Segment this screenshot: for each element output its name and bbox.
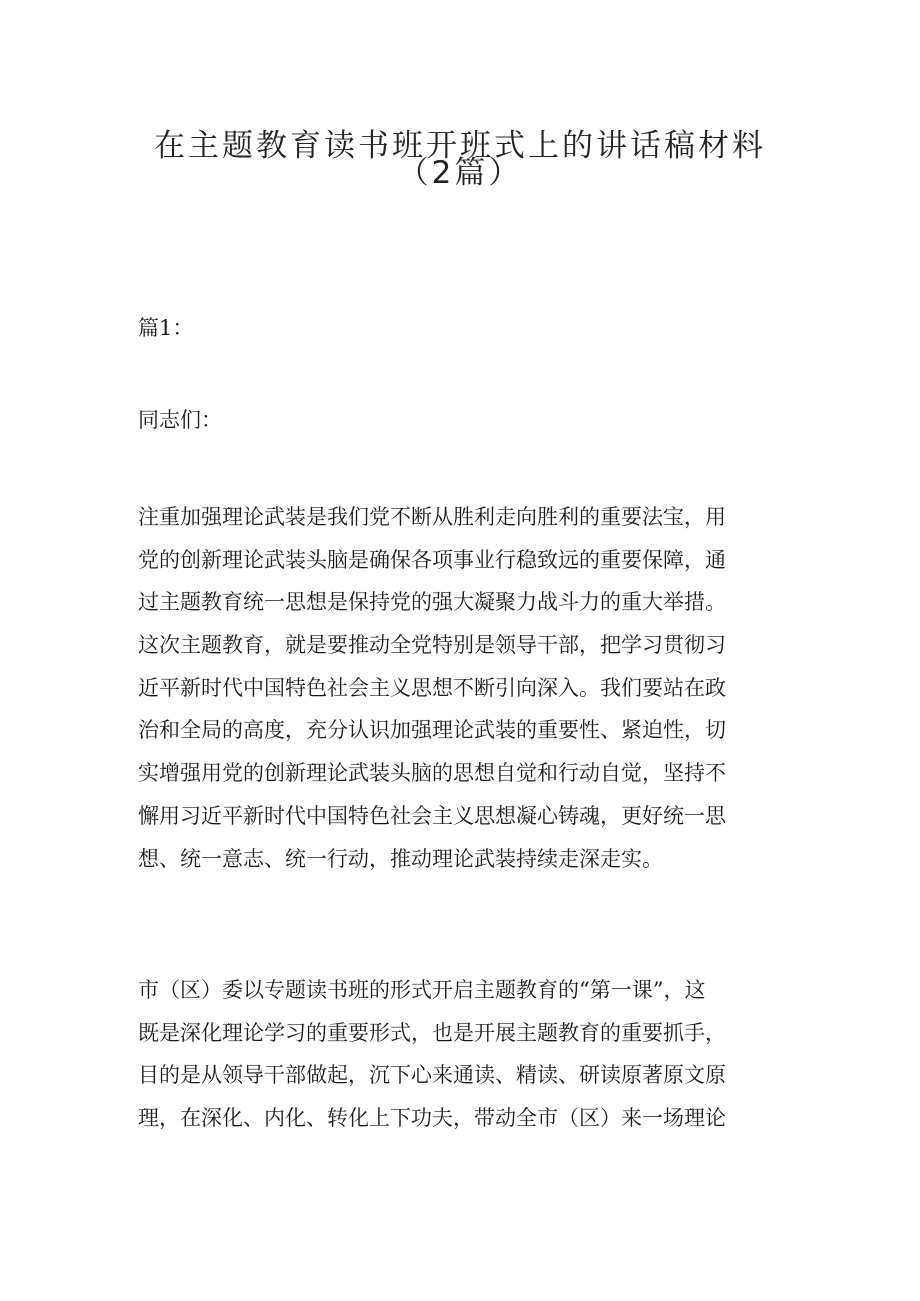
text-line: 想、统一意志、统一行动，推动理论武装持续走深走实。 <box>138 846 663 871</box>
document-title: 在主题教育读书班开班式上的讲话稿材料 <box>154 128 766 164</box>
document-subtitle: （2篇） <box>397 155 523 191</box>
text-line: 党的创新理论武装头脑是确保各项事业行稳致远的重要保障，通 <box>138 547 726 572</box>
text-line: 过主题教育统一思想是保持党的强大凝聚力战斗力的重大举措。 <box>138 590 726 615</box>
text-line: 目的是从领导干部做起，沉下心来通读、精读、研读原著原文原 <box>138 1063 726 1088</box>
text-line: 理，在深化、内化、转化上下功夫，带动全市（区）来一场理论 <box>138 1106 726 1131</box>
text-line: 注重加强理论武装是我们党不断从胜利走向胜利的重要法宝，用 <box>138 505 726 529</box>
paragraph-2 <box>138 969 790 1140</box>
paragraph-1 <box>138 496 790 880</box>
text-line: 既是深化理论学习的重要形式，也是开展主题教育的重要抓手， <box>138 1020 726 1045</box>
text-line: 实增强用党的创新理论武装头脑的思想自觉和行动自觉，坚持不 <box>138 761 726 786</box>
text-line: 治和全局的高度，充分认识加强理论武装的重要性、紧迫性，切 <box>138 718 726 743</box>
text-line: 市（区）委以专题读书班的形式开启主题教育的“第一课”，这 <box>138 978 706 1002</box>
greeting: 同志们： <box>138 408 222 432</box>
text-line: 近平新时代中国特色社会主义思想不断引向深入。我们要站在政 <box>138 675 726 700</box>
text-line: 懈用习近平新时代中国特色社会主义思想凝心铸魂，更好统一思 <box>138 803 726 828</box>
text-line: 这次主题教育，就是要推动全党特别是领导干部，把学习贯彻习 <box>138 633 726 658</box>
chapter-label: 篇1： <box>138 316 194 340</box>
